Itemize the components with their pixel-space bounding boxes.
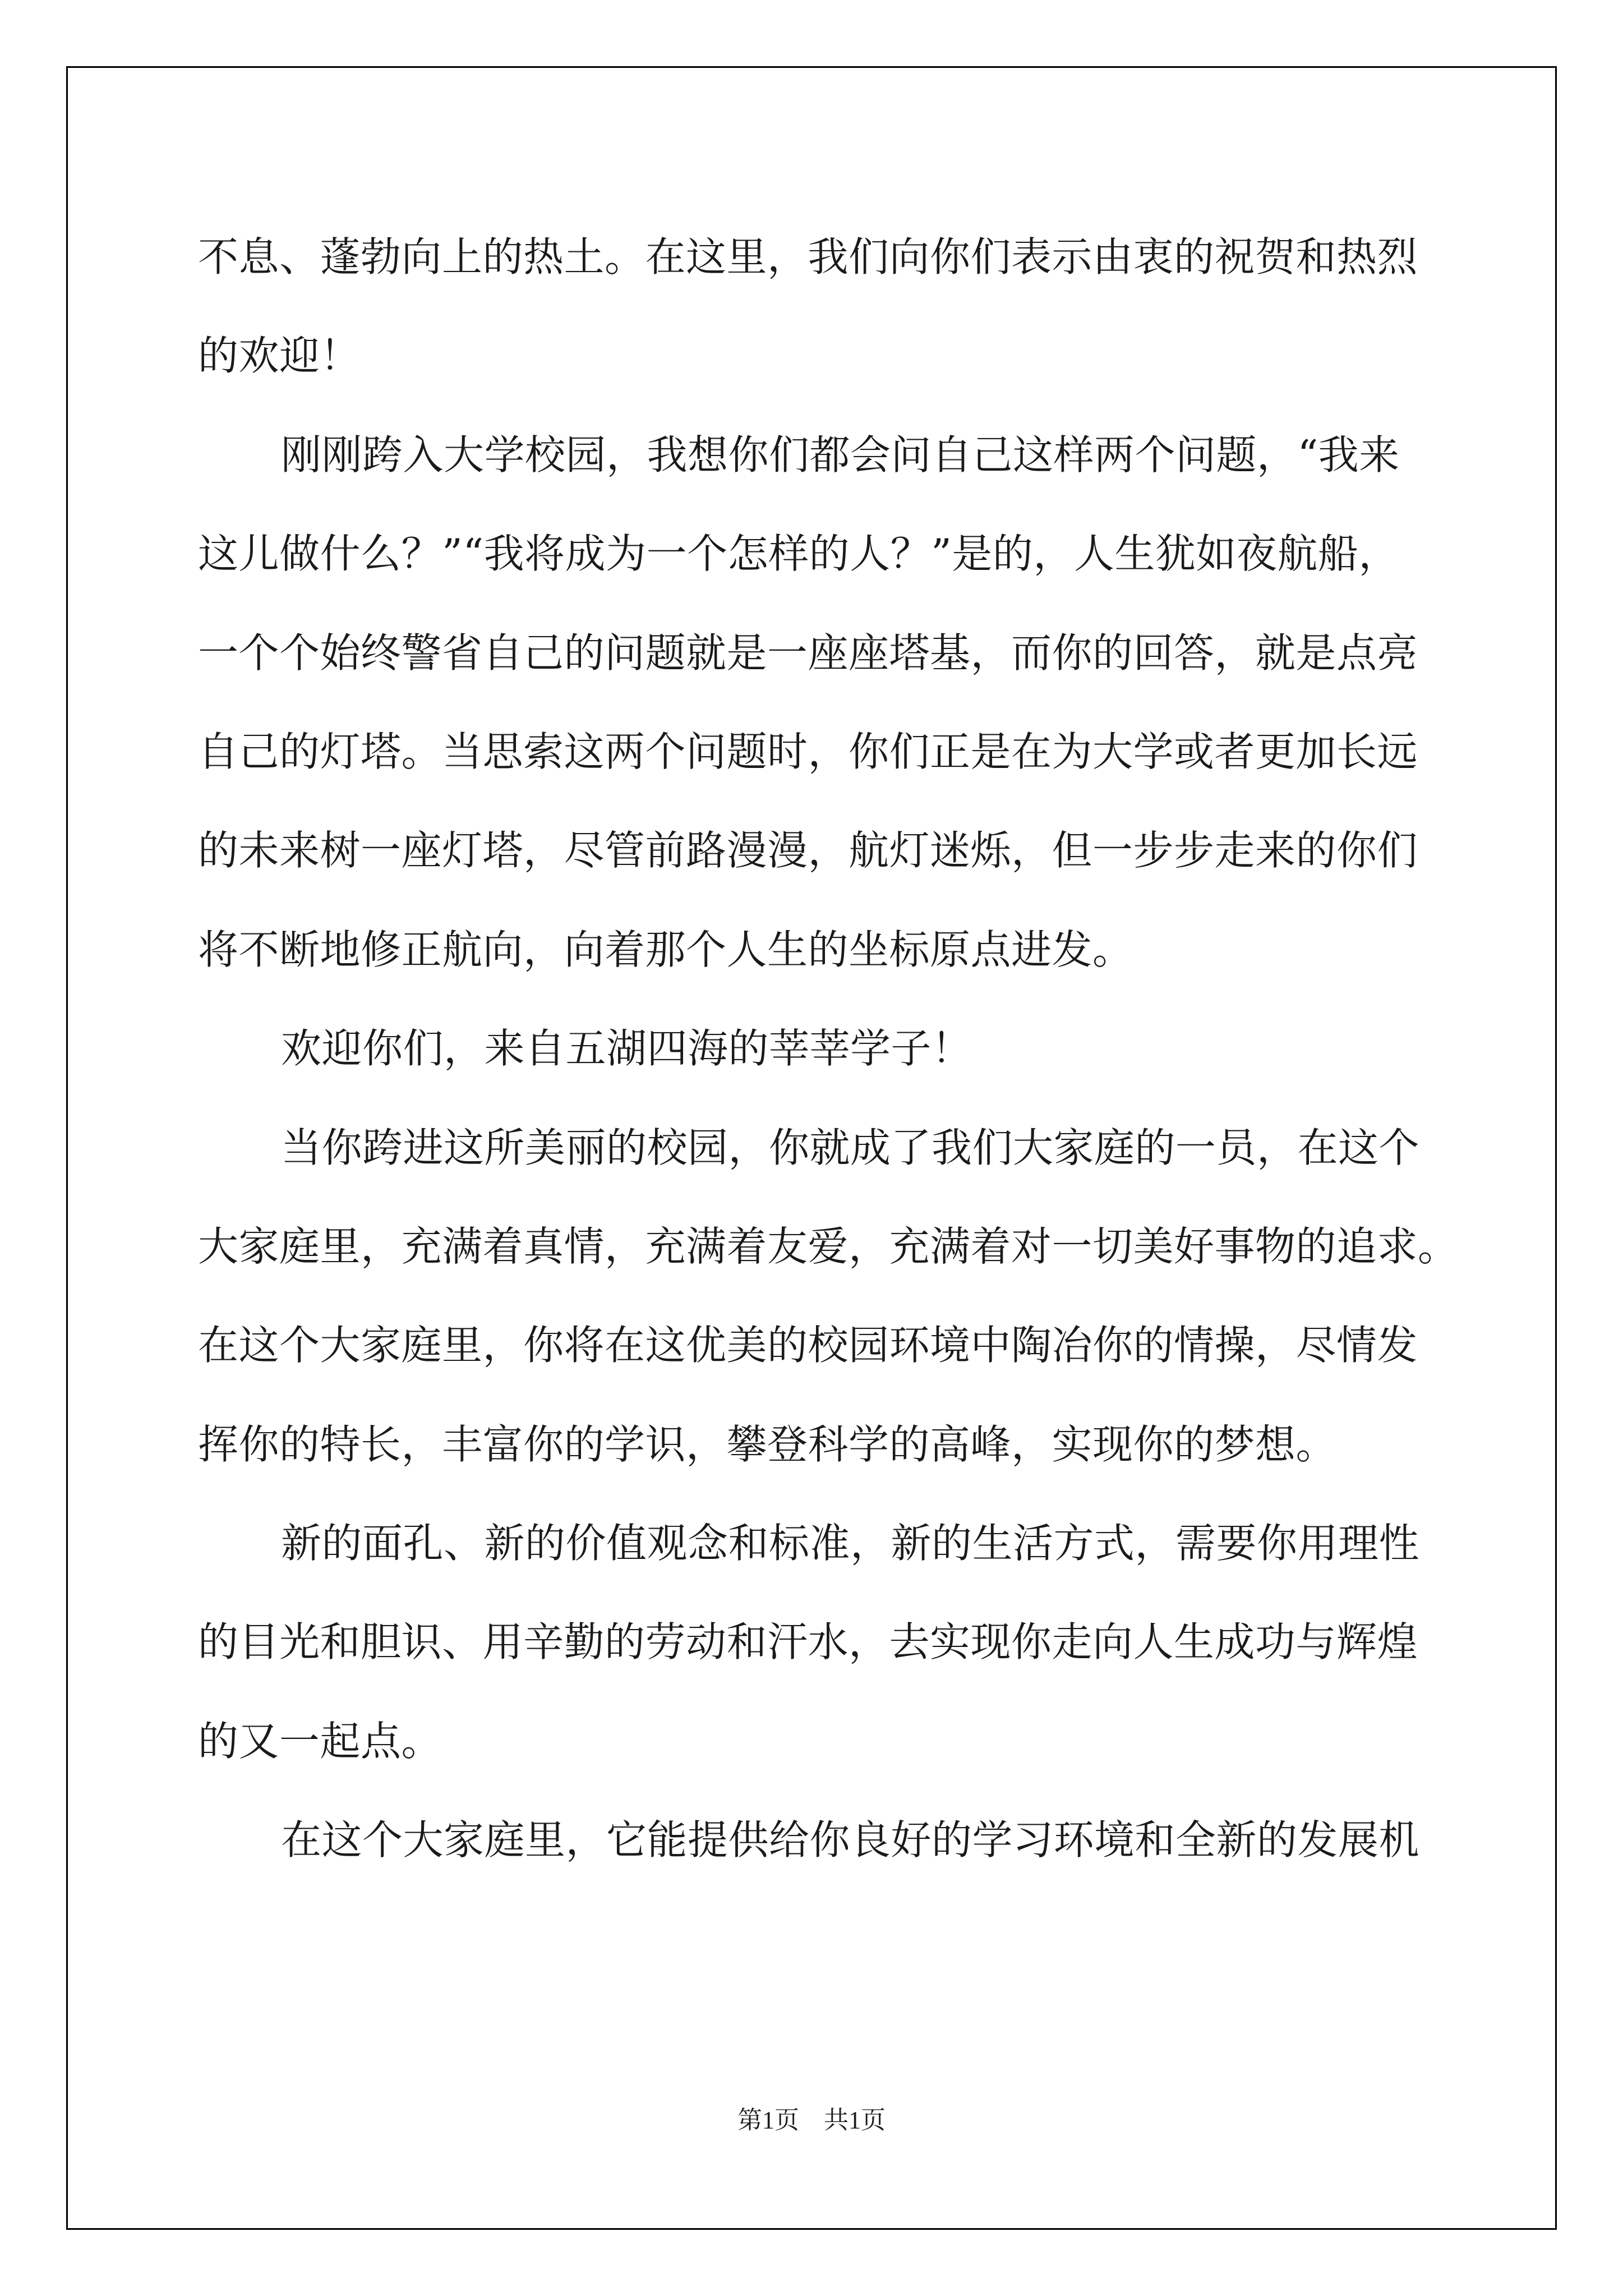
page-number: 第1页 xyxy=(737,2106,799,2134)
text-line: 新的面孔、新的价值观念和标准，新的生活方式，需要你用理性 xyxy=(281,1520,1420,1567)
page-footer xyxy=(0,2104,1623,2137)
text-line: 欢迎你们，来自五湖四海的莘莘学子！ xyxy=(281,1025,972,1073)
text-line: 挥你的特长，丰富你的学识，攀登科学的高峰，实现你的梦想。 xyxy=(198,1420,1337,1468)
text-line: 一个个始终警省自己的问题就是一座座塔基，而你的回答，就是点亮 xyxy=(198,629,1418,677)
text-line: 不息、蓬勃向上的热土。在这里，我们向你们表示由衷的祝贺和热烈 xyxy=(198,233,1418,280)
text-line: 在这个大家庭里，它能提供给你良好的学习环境和全新的发展机 xyxy=(281,1816,1420,1864)
text-line: 这儿做什么？”“我将成为一个怎样的人？”是的，人生犹如夜航船， xyxy=(198,530,1399,578)
page-total: 共1页 xyxy=(824,2106,886,2134)
text-line: 自己的灯塔。当思索这两个问题时，你们正是在为大学或者更加长远 xyxy=(198,728,1418,775)
text-line: 大家庭里，充满着真情，充满着友爱，充满着对一切美好事物的追求。 xyxy=(198,1222,1459,1270)
text-line: 刚刚跨入大学校园，我想你们都会问自己这样两个问题，“我来 xyxy=(281,431,1400,478)
text-line: 在这个大家庭里，你将在这优美的校园环境中陶冶你的情操，尽情发 xyxy=(198,1322,1418,1369)
document-body xyxy=(198,208,1459,1890)
text-line: 的欢迎！ xyxy=(198,332,361,380)
text-line: 的又一起点。 xyxy=(198,1717,442,1765)
text-line: 的未来树一座灯塔，尽管前路漫漫，航灯迷烁，但一步步走来的你们 xyxy=(198,827,1418,875)
text-line: 当你跨进这所美丽的校园，你就成了我们大家庭的一员，在这个 xyxy=(281,1124,1420,1171)
text-line: 将不断地修正航向，向着那个人生的坐标原点进发。 xyxy=(198,926,1133,973)
text-line: 的目光和胆识、用辛勤的劳动和汗水，去实现你走向人生成功与辉煌 xyxy=(198,1618,1418,1666)
